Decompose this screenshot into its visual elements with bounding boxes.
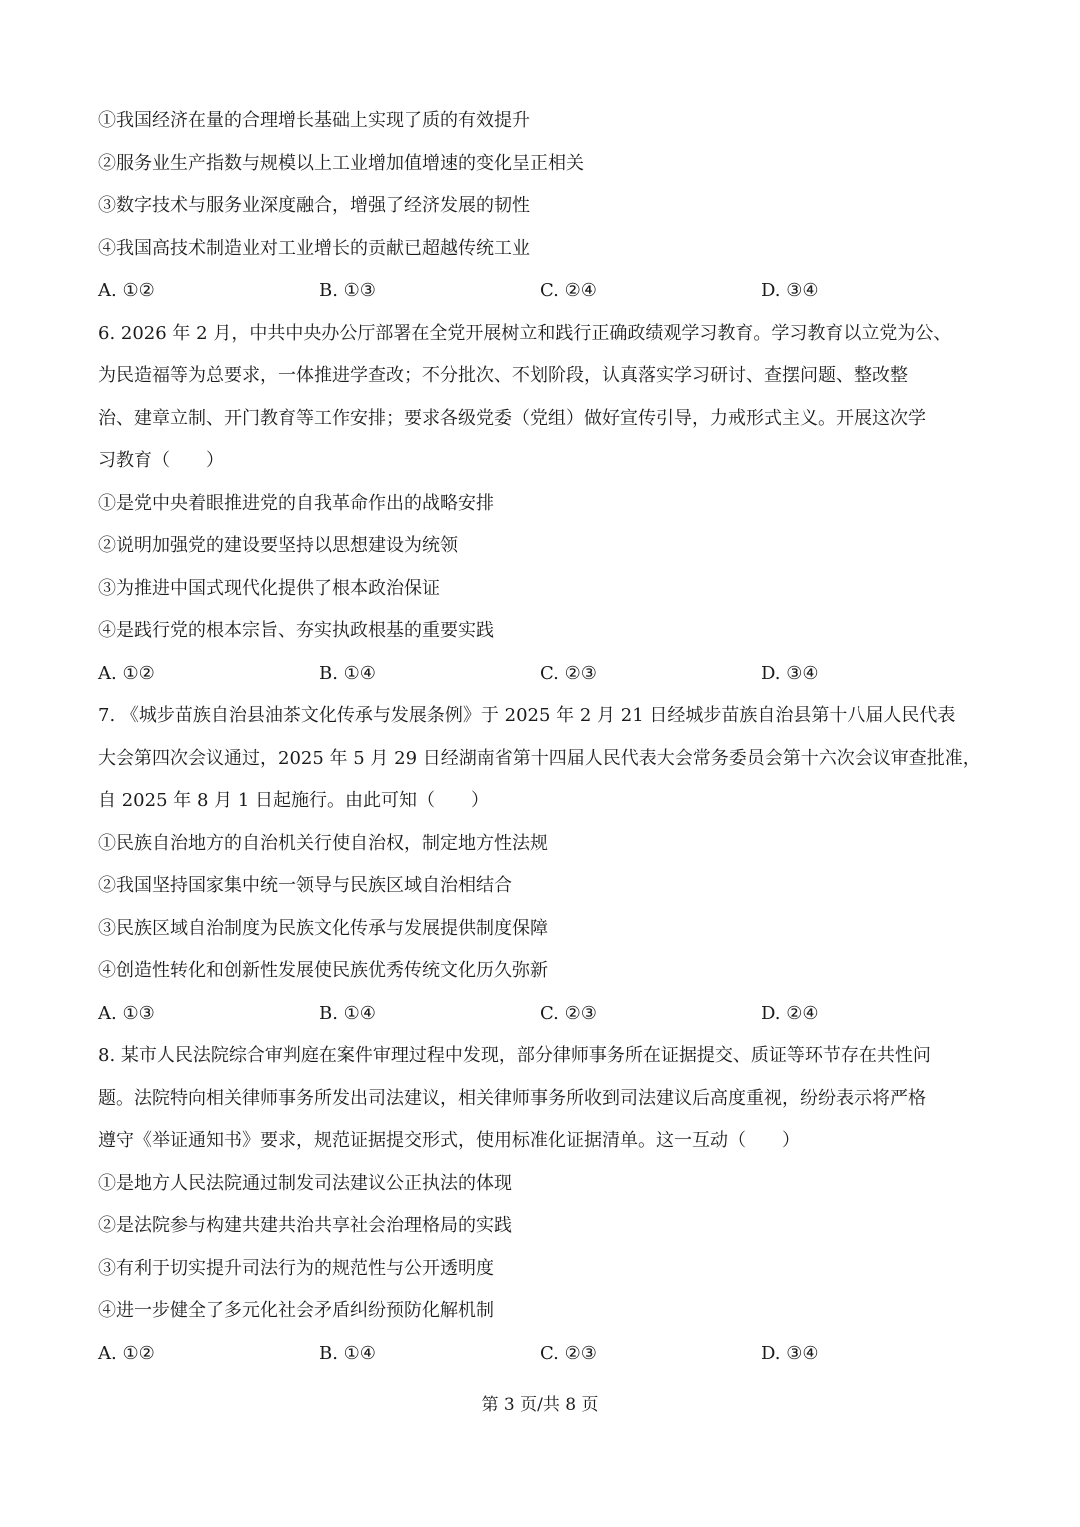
statement: ①民族自治地方的自治机关行使自治权，制定地方性法规 — [98, 832, 548, 854]
option-d: D. ③④ — [761, 1342, 819, 1364]
statement: ②说明加强党的建设要坚持以思想建设为统领 — [98, 535, 458, 556]
question-6 — [98, 313, 988, 696]
statement: ①是地方人民法院通过制发司法建议公正执法的体现 — [98, 1172, 512, 1194]
option-b: B. ①④ — [319, 1342, 376, 1364]
option-c: C. ②③ — [540, 1342, 597, 1364]
question-stem-line: 7. 《城步苗族自治县油茶文化传承与发展条例》于 2025 年 2 月 21 日经城步苗族自治县第十八届人民代表 — [98, 705, 956, 726]
statement: ④创造性转化和创新性发展使民族优秀传统文化历久弥新 — [98, 960, 548, 981]
exam-content — [98, 100, 988, 1375]
option-b: B. ①③ — [319, 280, 376, 301]
option-d: D. ③④ — [761, 662, 819, 684]
option-d: D. ③④ — [761, 280, 819, 301]
statement: ②服务业生产指数与规模以上工业增加值增速的变化呈正相关 — [98, 152, 584, 174]
question-stem-line: 为民造福等为总要求，一体推进学查改；不分批次、不划阶段，认真落实学习研讨、查摆问题、整改整 — [98, 365, 908, 386]
statement: ①是党中央着眼推进党的自我革命作出的战略安排 — [98, 492, 494, 514]
question-stem-line: 治、建章立制、开门教育等工作安排；要求各级党委（党组）做好宣传引导，力戒形式主义。开展这次学 — [98, 407, 926, 429]
question-7 — [98, 695, 988, 1035]
answer-options — [98, 653, 988, 696]
answer-options — [98, 993, 988, 1036]
statement: ③数字技术与服务业深度融合，增强了经济发展的韧性 — [98, 195, 530, 216]
statement: ③民族区域自治制度为民族文化传承与发展提供制度保障 — [98, 917, 548, 939]
question-stem-line: 题。法院特向相关律师事务所发出司法建议，相关律师事务所收到司法建议后高度重视，纷纷表示将严格 — [98, 1087, 926, 1109]
question-stem-line: 8. 某市人民法院综合审判庭在案件审理过程中发现，部分律师事务所在证据提交、质证等环节存在共性问 — [98, 1045, 931, 1066]
option-d: D. ②④ — [761, 1002, 819, 1024]
answer-options — [98, 270, 988, 313]
answer-options — [98, 1333, 988, 1376]
statement: ③为推进中国式现代化提供了根本政治保证 — [98, 577, 440, 599]
statement: ①我国经济在量的合理增长基础上实现了质的有效提升 — [98, 110, 530, 131]
option-a: A. ①② — [98, 662, 155, 684]
question-stem-line: 大会第四次会议通过，2025 年 5 月 29 日经湖南省第十四届人民代表大会常务委员会第十六次会议审查批准， — [98, 747, 981, 769]
option-c: C. ②③ — [540, 662, 597, 684]
page-footer: 第 3 页/共 8 页 — [481, 1395, 599, 1415]
option-a: A. ①② — [98, 1342, 155, 1364]
statement: ④我国高技术制造业对工业增长的贡献已超越传统工业 — [98, 237, 530, 259]
statement: ④进一步健全了多元化社会矛盾纠纷预防化解机制 — [98, 1300, 494, 1321]
statement: ④是践行党的根本宗旨、夯实执政根基的重要实践 — [98, 620, 494, 641]
question-stem-line: 自 2025 年 8 月 1 日起施行。由此可知（ ） — [98, 790, 490, 811]
statement: ②是法院参与构建共建共治共享社会治理格局的实践 — [98, 1215, 512, 1236]
question-8 — [98, 1035, 988, 1375]
question-stem-line: 习教育（ ） — [98, 450, 224, 471]
option-a: A. ①③ — [98, 1002, 155, 1024]
question-stem-line: 遵守《举证通知书》要求，规范证据提交形式，使用标准化证据清单。这一互动（ ） — [98, 1130, 800, 1151]
option-a: A. ①② — [98, 280, 155, 301]
option-b: B. ①④ — [319, 662, 376, 684]
option-c: C. ②④ — [540, 280, 597, 301]
statement: ③有利于切实提升司法行为的规范性与公开透明度 — [98, 1257, 494, 1279]
question-stem-line: 6. 2026 年 2 月，中共中央办公厅部署在全党开展树立和践行正确政绩观学习教育。学习教育以立党为公、 — [98, 322, 952, 344]
statement: ②我国坚持国家集中统一领导与民族区域自治相结合 — [98, 875, 512, 896]
question-5-continued — [98, 100, 988, 313]
option-c: C. ②③ — [540, 1002, 597, 1024]
option-b: B. ①④ — [319, 1002, 376, 1024]
